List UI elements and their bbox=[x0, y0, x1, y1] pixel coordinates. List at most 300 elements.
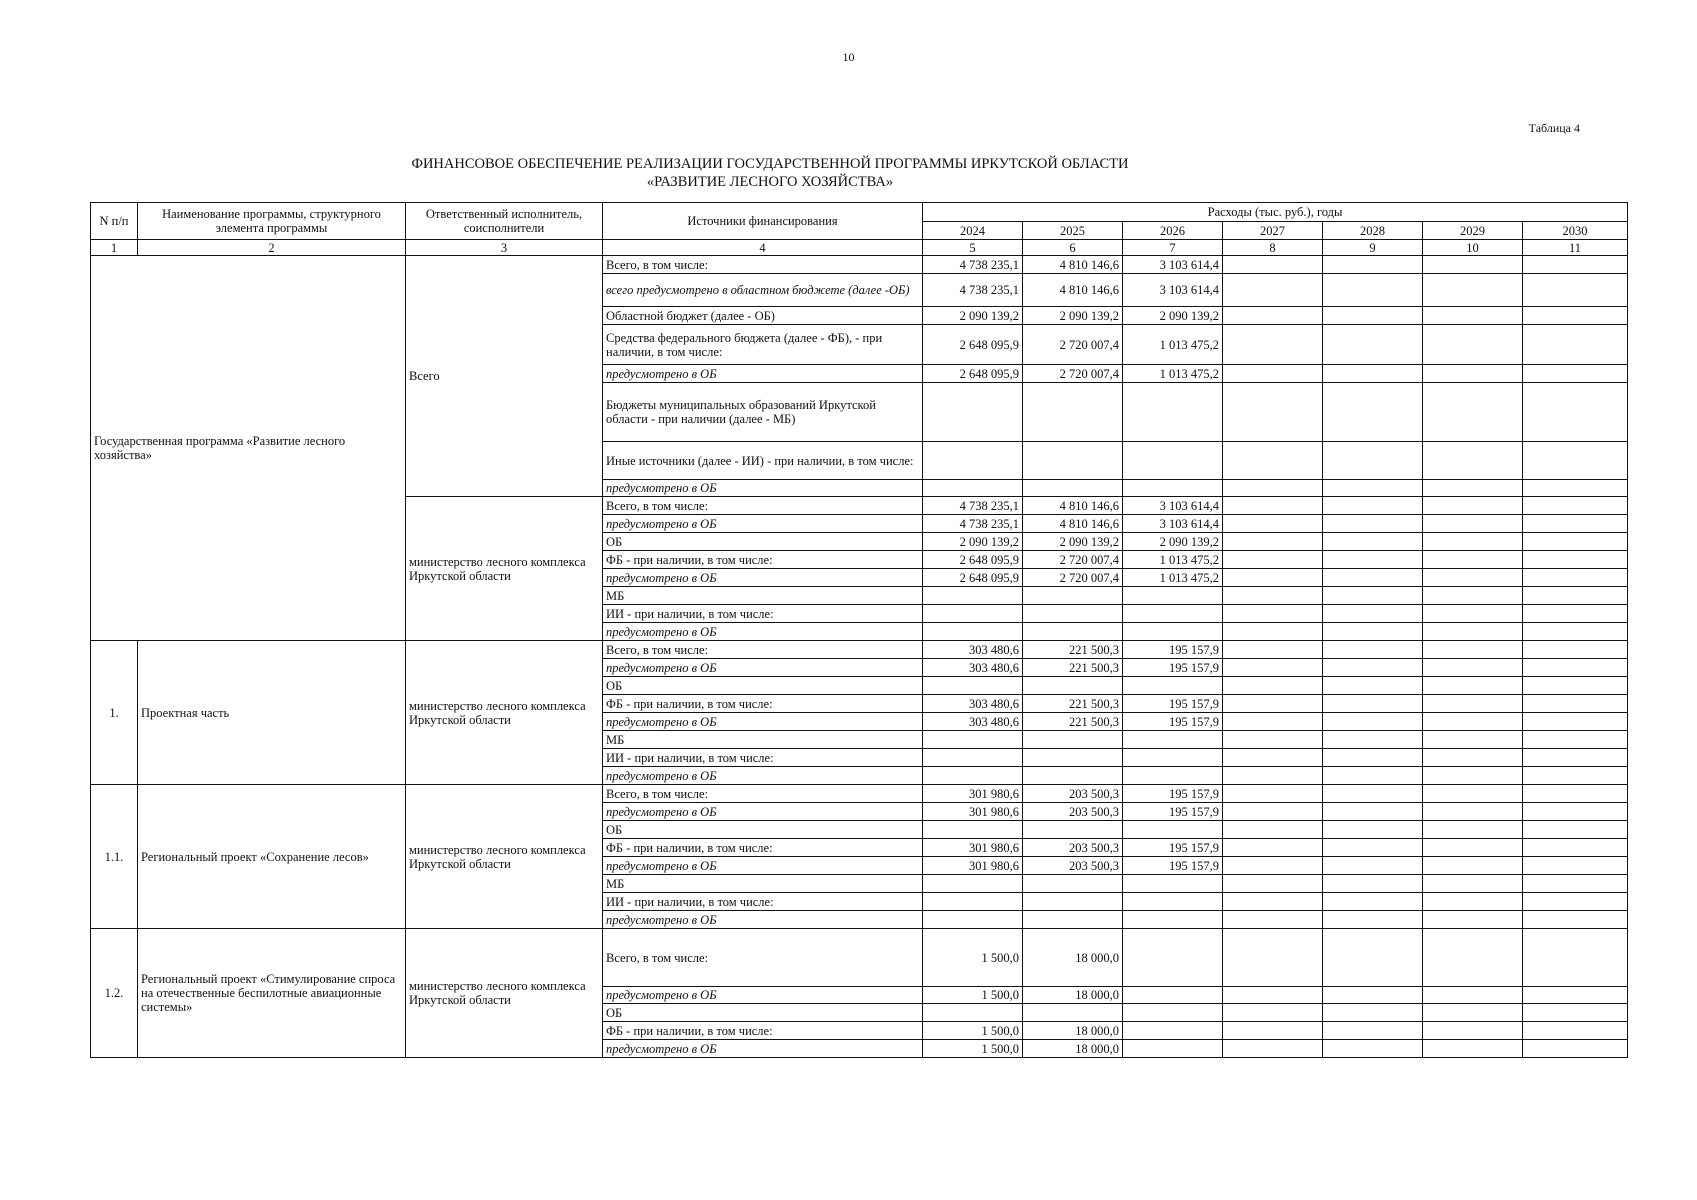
value-cell bbox=[923, 767, 1023, 785]
source-cell: предусмотрено в ОБ bbox=[603, 911, 923, 929]
value-cell bbox=[1123, 875, 1223, 893]
value-cell bbox=[923, 911, 1023, 929]
value-cell bbox=[1523, 307, 1628, 325]
value-cell bbox=[1423, 515, 1523, 533]
table-row bbox=[91, 929, 1628, 987]
value-cell bbox=[1523, 569, 1628, 587]
value-cell bbox=[1123, 821, 1223, 839]
value-cell bbox=[923, 677, 1023, 695]
program-name-cell: Государственная программа «Развитие лесного хозяйства» bbox=[91, 256, 406, 641]
value-cell bbox=[1423, 731, 1523, 749]
header-executor: Ответственный исполнитель, соисполнители bbox=[406, 203, 603, 240]
value-cell: 195 157,9 bbox=[1123, 713, 1223, 731]
value-cell bbox=[1423, 987, 1523, 1004]
value-cell bbox=[1523, 256, 1628, 274]
header-year: 2025 bbox=[1023, 222, 1123, 240]
value-cell bbox=[1423, 605, 1523, 623]
value-cell bbox=[1323, 821, 1423, 839]
header-index: 6 bbox=[1023, 240, 1123, 256]
value-cell bbox=[1323, 551, 1423, 569]
value-cell bbox=[1523, 875, 1628, 893]
value-cell: 18 000,0 bbox=[1023, 929, 1123, 987]
value-cell bbox=[1523, 785, 1628, 803]
value-cell bbox=[1323, 442, 1423, 480]
value-cell bbox=[1123, 1004, 1223, 1022]
source-cell: Всего, в том числе: bbox=[603, 256, 923, 274]
value-cell bbox=[1023, 480, 1123, 497]
value-cell bbox=[1323, 383, 1423, 442]
value-cell bbox=[1523, 551, 1628, 569]
value-cell bbox=[1423, 659, 1523, 677]
value-cell bbox=[1223, 677, 1323, 695]
value-cell: 4 810 146,6 bbox=[1023, 515, 1123, 533]
source-cell: ОБ bbox=[603, 821, 923, 839]
value-cell bbox=[1023, 1004, 1123, 1022]
value-cell: 3 103 614,4 bbox=[1123, 274, 1223, 307]
value-cell bbox=[1323, 641, 1423, 659]
value-cell bbox=[1123, 893, 1223, 911]
value-cell: 221 500,3 bbox=[1023, 659, 1123, 677]
header-index: 7 bbox=[1123, 240, 1223, 256]
financing-table bbox=[90, 202, 1628, 1058]
value-cell bbox=[1323, 803, 1423, 821]
value-cell bbox=[1223, 893, 1323, 911]
value-cell bbox=[1323, 713, 1423, 731]
value-cell bbox=[923, 442, 1023, 480]
value-cell: 1 013 475,2 bbox=[1123, 569, 1223, 587]
item-number-cell: 1.2. bbox=[91, 929, 138, 1058]
value-cell bbox=[1323, 274, 1423, 307]
value-cell: 1 500,0 bbox=[923, 1040, 1023, 1058]
value-cell bbox=[1423, 551, 1523, 569]
value-cell bbox=[1423, 480, 1523, 497]
value-cell bbox=[1223, 749, 1323, 767]
source-cell: предусмотрено в ОБ bbox=[603, 659, 923, 677]
value-cell bbox=[923, 480, 1023, 497]
value-cell bbox=[1523, 767, 1628, 785]
value-cell: 203 500,3 bbox=[1023, 857, 1123, 875]
value-cell bbox=[1423, 785, 1523, 803]
value-cell bbox=[1323, 839, 1423, 857]
value-cell: 203 500,3 bbox=[1023, 839, 1123, 857]
title-line-2: «РАЗВИТИЕ ЛЕСНОГО ХОЗЯЙСТВА» bbox=[646, 174, 894, 190]
value-cell bbox=[1223, 1040, 1323, 1058]
page-number: 10 bbox=[842, 50, 855, 64]
executor-cell: министерство лесного комплекса Иркутской области bbox=[406, 497, 603, 641]
source-cell: предусмотрено в ОБ bbox=[603, 987, 923, 1004]
source-cell: предусмотрено в ОБ bbox=[603, 480, 923, 497]
value-cell bbox=[1423, 875, 1523, 893]
header-index: 4 bbox=[603, 240, 923, 256]
header-year: 2028 bbox=[1323, 222, 1423, 240]
value-cell bbox=[1523, 480, 1628, 497]
value-cell bbox=[1023, 875, 1123, 893]
value-cell bbox=[1523, 695, 1628, 713]
value-cell bbox=[1023, 749, 1123, 767]
value-cell bbox=[1323, 307, 1423, 325]
value-cell bbox=[1423, 929, 1523, 987]
value-cell bbox=[923, 587, 1023, 605]
source-cell: Областной бюджет (далее - ОБ) bbox=[603, 307, 923, 325]
value-cell: 203 500,3 bbox=[1023, 803, 1123, 821]
value-cell bbox=[1323, 785, 1423, 803]
value-cell bbox=[1323, 623, 1423, 641]
value-cell: 18 000,0 bbox=[1023, 987, 1123, 1004]
table-row bbox=[91, 785, 1628, 803]
value-cell: 221 500,3 bbox=[1023, 641, 1123, 659]
value-cell bbox=[1023, 623, 1123, 641]
value-cell: 4 738 235,1 bbox=[923, 515, 1023, 533]
value-cell: 303 480,6 bbox=[923, 695, 1023, 713]
value-cell bbox=[1423, 587, 1523, 605]
item-name-cell: Проектная часть bbox=[138, 641, 406, 785]
value-cell bbox=[1523, 857, 1628, 875]
value-cell bbox=[1123, 480, 1223, 497]
value-cell bbox=[1023, 677, 1123, 695]
value-cell bbox=[1223, 569, 1323, 587]
value-cell bbox=[1223, 274, 1323, 307]
value-cell bbox=[1223, 1004, 1323, 1022]
value-cell bbox=[1323, 497, 1423, 515]
source-cell: МБ bbox=[603, 875, 923, 893]
value-cell: 1 013 475,2 bbox=[1123, 365, 1223, 383]
item-name-cell: Региональный проект «Сохранение лесов» bbox=[138, 785, 406, 929]
value-cell: 195 157,9 bbox=[1123, 659, 1223, 677]
source-cell: предусмотрено в ОБ bbox=[603, 767, 923, 785]
value-cell bbox=[1223, 659, 1323, 677]
value-cell bbox=[1523, 605, 1628, 623]
table-row bbox=[91, 641, 1628, 659]
value-cell bbox=[923, 731, 1023, 749]
value-cell bbox=[1323, 911, 1423, 929]
value-cell bbox=[1223, 551, 1323, 569]
value-cell bbox=[1323, 731, 1423, 749]
value-cell bbox=[1323, 767, 1423, 785]
value-cell bbox=[1023, 587, 1123, 605]
value-cell bbox=[1323, 875, 1423, 893]
value-cell bbox=[1223, 767, 1323, 785]
source-cell: предусмотрено в ОБ bbox=[603, 623, 923, 641]
value-cell bbox=[1223, 785, 1323, 803]
value-cell bbox=[1423, 857, 1523, 875]
value-cell bbox=[1423, 839, 1523, 857]
value-cell bbox=[1423, 1004, 1523, 1022]
value-cell bbox=[1523, 325, 1628, 365]
value-cell bbox=[1223, 623, 1323, 641]
value-cell: 195 157,9 bbox=[1123, 641, 1223, 659]
executor-cell: министерство лесного комплекса Иркутской области bbox=[406, 641, 603, 785]
source-cell: ИИ - при наличии, в том числе: bbox=[603, 605, 923, 623]
value-cell: 303 480,6 bbox=[923, 713, 1023, 731]
value-cell bbox=[1223, 307, 1323, 325]
value-cell bbox=[1523, 1022, 1628, 1040]
value-cell bbox=[1423, 641, 1523, 659]
value-cell bbox=[1423, 803, 1523, 821]
value-cell bbox=[1323, 256, 1423, 274]
value-cell bbox=[1223, 533, 1323, 551]
value-cell bbox=[1523, 365, 1628, 383]
value-cell bbox=[1523, 641, 1628, 659]
value-cell bbox=[923, 893, 1023, 911]
source-cell: ФБ - при наличии, в том числе: bbox=[603, 695, 923, 713]
source-cell: Всего, в том числе: bbox=[603, 785, 923, 803]
value-cell: 195 157,9 bbox=[1123, 839, 1223, 857]
item-name-cell: Региональный проект «Стимулирование спроса на отечественные беспилотные авиационные системы» bbox=[138, 929, 406, 1058]
source-cell: МБ bbox=[603, 587, 923, 605]
value-cell: 2 720 007,4 bbox=[1023, 551, 1123, 569]
source-cell: предусмотрено в ОБ bbox=[603, 857, 923, 875]
value-cell bbox=[1123, 383, 1223, 442]
value-cell: 195 157,9 bbox=[1123, 785, 1223, 803]
source-cell: предусмотрено в ОБ bbox=[603, 515, 923, 533]
value-cell: 2 090 139,2 bbox=[923, 533, 1023, 551]
source-cell: всего предусмотрено в областном бюджете (далее -ОБ) bbox=[603, 274, 923, 307]
value-cell bbox=[1323, 677, 1423, 695]
document-title bbox=[0, 155, 1540, 191]
value-cell bbox=[1523, 515, 1628, 533]
value-cell bbox=[1423, 1022, 1523, 1040]
value-cell: 1 500,0 bbox=[923, 987, 1023, 1004]
value-cell bbox=[1223, 256, 1323, 274]
value-cell bbox=[1023, 767, 1123, 785]
value-cell bbox=[1223, 1022, 1323, 1040]
value-cell bbox=[1223, 821, 1323, 839]
value-cell bbox=[1123, 1022, 1223, 1040]
value-cell bbox=[1423, 1040, 1523, 1058]
value-cell bbox=[1323, 569, 1423, 587]
value-cell bbox=[1023, 911, 1123, 929]
value-cell bbox=[923, 821, 1023, 839]
value-cell: 4 738 235,1 bbox=[923, 256, 1023, 274]
value-cell bbox=[1123, 605, 1223, 623]
source-cell: предусмотрено в ОБ bbox=[603, 569, 923, 587]
value-cell bbox=[1123, 767, 1223, 785]
value-cell bbox=[1223, 929, 1323, 987]
value-cell bbox=[1423, 274, 1523, 307]
value-cell: 1 500,0 bbox=[923, 1022, 1023, 1040]
value-cell bbox=[1023, 383, 1123, 442]
value-cell bbox=[1523, 677, 1628, 695]
value-cell bbox=[1223, 641, 1323, 659]
value-cell: 2 648 095,9 bbox=[923, 551, 1023, 569]
value-cell bbox=[1423, 623, 1523, 641]
value-cell bbox=[1223, 605, 1323, 623]
value-cell bbox=[1223, 695, 1323, 713]
value-cell: 4 810 146,6 bbox=[1023, 256, 1123, 274]
value-cell bbox=[1423, 713, 1523, 731]
header-year: 2026 bbox=[1123, 222, 1223, 240]
value-cell bbox=[1523, 587, 1628, 605]
title-line-1: ФИНАНСОВОЕ ОБЕСПЕЧЕНИЕ РЕАЛИЗАЦИИ ГОСУДАРСТВЕННОЙ ПРОГРАММЫ ИРКУТСКОЙ ОБЛАСТИ bbox=[411, 156, 1129, 172]
value-cell: 3 103 614,4 bbox=[1123, 497, 1223, 515]
header-index: 8 bbox=[1223, 240, 1323, 256]
source-cell: ОБ bbox=[603, 1004, 923, 1022]
value-cell: 2 720 007,4 bbox=[1023, 325, 1123, 365]
header-num: N п/п bbox=[91, 203, 138, 240]
value-cell: 1 500,0 bbox=[923, 929, 1023, 987]
value-cell: 301 980,6 bbox=[923, 785, 1023, 803]
table-header bbox=[91, 203, 1628, 256]
value-cell bbox=[1323, 325, 1423, 365]
value-cell bbox=[1323, 1004, 1423, 1022]
value-cell: 3 103 614,4 bbox=[1123, 515, 1223, 533]
value-cell bbox=[1323, 587, 1423, 605]
value-cell bbox=[1523, 1040, 1628, 1058]
value-cell bbox=[1123, 442, 1223, 480]
header-expenses: Расходы (тыс. руб.), годы bbox=[923, 203, 1628, 222]
table-body bbox=[91, 256, 1628, 1058]
source-cell: ИИ - при наличии, в том числе: bbox=[603, 749, 923, 767]
value-cell bbox=[1123, 677, 1223, 695]
value-cell: 195 157,9 bbox=[1123, 857, 1223, 875]
value-cell bbox=[1423, 307, 1523, 325]
value-cell bbox=[1123, 911, 1223, 929]
header-index: 10 bbox=[1423, 240, 1523, 256]
item-number-cell: 1.1. bbox=[91, 785, 138, 929]
value-cell bbox=[1223, 875, 1323, 893]
source-cell: ФБ - при наличии, в том числе: bbox=[603, 551, 923, 569]
value-cell bbox=[1323, 929, 1423, 987]
value-cell bbox=[1223, 731, 1323, 749]
source-cell: предусмотрено в ОБ bbox=[603, 1040, 923, 1058]
value-cell: 2 720 007,4 bbox=[1023, 569, 1123, 587]
value-cell: 1 013 475,2 bbox=[1123, 551, 1223, 569]
value-cell bbox=[923, 623, 1023, 641]
source-cell: МБ bbox=[603, 731, 923, 749]
value-cell: 2 090 139,2 bbox=[1023, 307, 1123, 325]
value-cell bbox=[1223, 987, 1323, 1004]
value-cell bbox=[1223, 442, 1323, 480]
source-cell: предусмотрено в ОБ bbox=[603, 365, 923, 383]
value-cell bbox=[1523, 731, 1628, 749]
value-cell bbox=[1423, 383, 1523, 442]
value-cell bbox=[1523, 383, 1628, 442]
value-cell bbox=[923, 875, 1023, 893]
value-cell: 2 648 095,9 bbox=[923, 569, 1023, 587]
value-cell bbox=[923, 749, 1023, 767]
value-cell bbox=[1223, 497, 1323, 515]
value-cell: 221 500,3 bbox=[1023, 713, 1123, 731]
value-cell bbox=[1323, 749, 1423, 767]
value-cell bbox=[1123, 731, 1223, 749]
value-cell: 221 500,3 bbox=[1023, 695, 1123, 713]
value-cell bbox=[1423, 533, 1523, 551]
value-cell bbox=[1223, 857, 1323, 875]
item-number-cell: 1. bbox=[91, 641, 138, 785]
value-cell bbox=[1523, 623, 1628, 641]
value-cell bbox=[1523, 839, 1628, 857]
source-cell: Всего, в том числе: bbox=[603, 497, 923, 515]
header-year: 2030 bbox=[1523, 222, 1628, 240]
value-cell bbox=[1423, 497, 1523, 515]
value-cell bbox=[1423, 569, 1523, 587]
value-cell bbox=[1323, 605, 1423, 623]
value-cell bbox=[1423, 325, 1523, 365]
value-cell bbox=[1323, 893, 1423, 911]
header-year: 2027 bbox=[1223, 222, 1323, 240]
value-cell: 2 720 007,4 bbox=[1023, 365, 1123, 383]
value-cell bbox=[1423, 256, 1523, 274]
executor-cell: министерство лесного комплекса Иркутской области bbox=[406, 785, 603, 929]
value-cell bbox=[1223, 365, 1323, 383]
value-cell bbox=[1323, 987, 1423, 1004]
value-cell bbox=[1023, 731, 1123, 749]
value-cell: 301 980,6 bbox=[923, 803, 1023, 821]
source-cell: Средства федерального бюджета (далее - ФБ), - при наличии, в том числе: bbox=[603, 325, 923, 365]
value-cell bbox=[1323, 365, 1423, 383]
source-cell: ФБ - при наличии, в том числе: bbox=[603, 839, 923, 857]
value-cell bbox=[1123, 623, 1223, 641]
source-cell: предусмотрено в ОБ bbox=[603, 803, 923, 821]
value-cell: 2 090 139,2 bbox=[1123, 533, 1223, 551]
value-cell bbox=[1423, 695, 1523, 713]
header-source: Источники финансирования bbox=[603, 203, 923, 240]
value-cell: 1 013 475,2 bbox=[1123, 325, 1223, 365]
value-cell bbox=[1523, 911, 1628, 929]
value-cell bbox=[1523, 1004, 1628, 1022]
value-cell bbox=[1223, 839, 1323, 857]
value-cell bbox=[1423, 749, 1523, 767]
value-cell: 303 480,6 bbox=[923, 659, 1023, 677]
value-cell bbox=[1123, 987, 1223, 1004]
header-index: 2 bbox=[138, 240, 406, 256]
header-year: 2029 bbox=[1423, 222, 1523, 240]
value-cell: 2 648 095,9 bbox=[923, 365, 1023, 383]
value-cell bbox=[1323, 1022, 1423, 1040]
value-cell bbox=[1523, 659, 1628, 677]
value-cell: 18 000,0 bbox=[1023, 1040, 1123, 1058]
header-index: 3 bbox=[406, 240, 603, 256]
value-cell bbox=[1423, 821, 1523, 839]
value-cell: 4 810 146,6 bbox=[1023, 274, 1123, 307]
header-index: 1 bbox=[91, 240, 138, 256]
value-cell bbox=[1423, 365, 1523, 383]
table-row bbox=[91, 256, 1628, 274]
value-cell bbox=[1523, 713, 1628, 731]
value-cell bbox=[1423, 893, 1523, 911]
value-cell bbox=[1523, 533, 1628, 551]
value-cell bbox=[1323, 480, 1423, 497]
value-cell bbox=[1323, 695, 1423, 713]
value-cell bbox=[1023, 821, 1123, 839]
source-cell: Бюджеты муниципальных образований Иркутской области - при наличии (далее - МБ) bbox=[603, 383, 923, 442]
value-cell bbox=[1223, 911, 1323, 929]
value-cell: 195 157,9 bbox=[1123, 803, 1223, 821]
value-cell bbox=[1323, 533, 1423, 551]
value-cell bbox=[1023, 442, 1123, 480]
value-cell: 4 738 235,1 bbox=[923, 274, 1023, 307]
table-label: Таблица 4 bbox=[1528, 121, 1580, 135]
source-cell: предусмотрено в ОБ bbox=[603, 713, 923, 731]
executor-cell: министерство лесного комплекса Иркутской области bbox=[406, 929, 603, 1058]
header-index: 9 bbox=[1323, 240, 1423, 256]
value-cell bbox=[1523, 442, 1628, 480]
value-cell: 4 738 235,1 bbox=[923, 497, 1023, 515]
value-cell bbox=[1323, 515, 1423, 533]
value-cell: 2 648 095,9 bbox=[923, 325, 1023, 365]
value-cell bbox=[1523, 929, 1628, 987]
value-cell bbox=[1123, 587, 1223, 605]
value-cell: 203 500,3 bbox=[1023, 785, 1123, 803]
value-cell: 301 980,6 bbox=[923, 857, 1023, 875]
header-name: Наименование программы, структурного элемента программы bbox=[138, 203, 406, 240]
value-cell: 4 810 146,6 bbox=[1023, 497, 1123, 515]
value-cell bbox=[1223, 587, 1323, 605]
value-cell bbox=[1323, 857, 1423, 875]
header-index: 5 bbox=[923, 240, 1023, 256]
value-cell bbox=[1323, 1040, 1423, 1058]
value-cell bbox=[1523, 893, 1628, 911]
